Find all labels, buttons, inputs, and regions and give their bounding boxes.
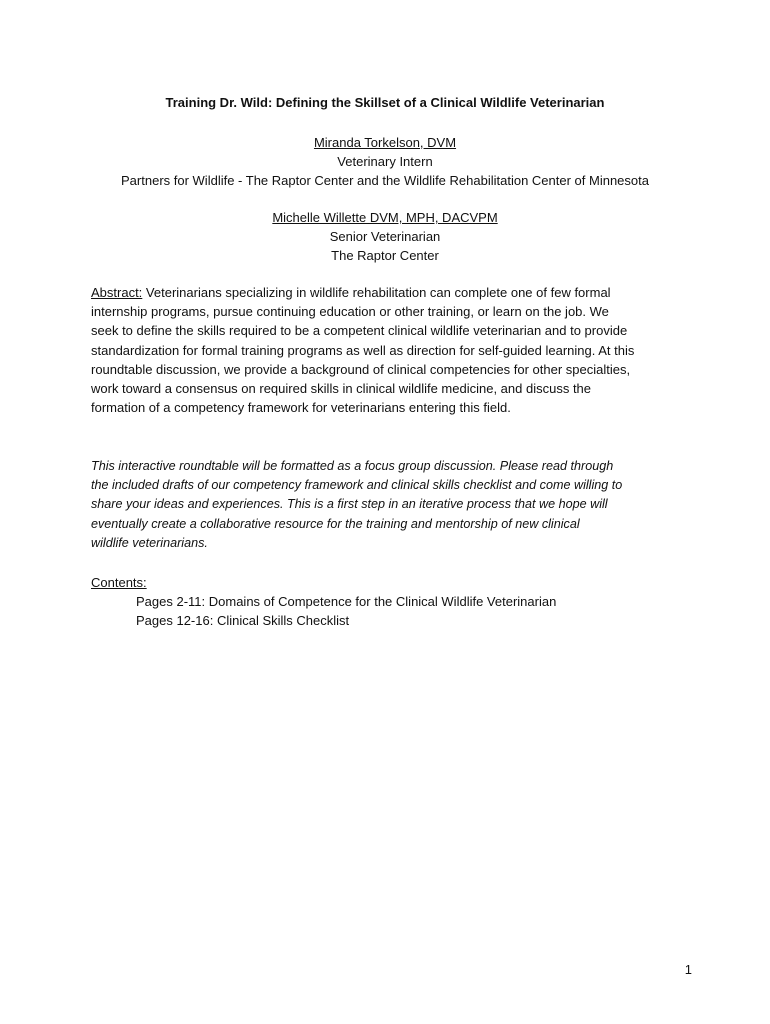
roundtable-intro bbox=[91, 457, 691, 553]
contents-item: Pages 2-11: Domains of Competence for the Clinical Wildlife Veterinarian bbox=[136, 594, 557, 609]
page-number: 1 bbox=[684, 962, 692, 977]
document-title: Training Dr. Wild: Defining the Skillset of a Clinical Wildlife Veterinarian bbox=[165, 95, 605, 110]
abstract-line bbox=[91, 283, 691, 302]
author-block-1 bbox=[0, 133, 770, 190]
abstract-section bbox=[91, 283, 691, 417]
intro-line: the included drafts of our competency framework and clinical skills checklist and come willing to bbox=[91, 478, 623, 493]
author-role: Senior Veterinarian bbox=[329, 229, 441, 244]
intro-line: eventually create a collaborative resource for the training and mentorship of new clinical bbox=[91, 516, 580, 531]
author-block-2 bbox=[0, 208, 770, 265]
intro-line: wildlife veterinarians. bbox=[91, 535, 208, 550]
intro-line: share your ideas and experiences. This is a first step in an iterative process that we hope will bbox=[91, 497, 608, 512]
author-affiliation: The Raptor Center bbox=[331, 248, 439, 263]
abstract-label: Abstract: bbox=[91, 285, 143, 300]
author-name: Miranda Torkelson, DVM bbox=[313, 135, 457, 150]
author-affiliation: Partners for Wildlife - The Raptor Center and the Wildlife Rehabilitation Center of Minnesota bbox=[121, 173, 649, 188]
contents-label: Contents: bbox=[91, 575, 147, 590]
abstract-line: work toward a consensus on required skills in clinical wildlife medicine, and discuss the bbox=[91, 381, 592, 397]
contents-item: Pages 12-16: Clinical Skills Checklist bbox=[136, 613, 350, 628]
abstract-line: formation of a competency framework for veterinarians entering this field. bbox=[91, 400, 511, 416]
abstract-line: roundtable discussion, we provide a background of clinical competencies for other specialties, bbox=[91, 361, 631, 377]
abstract-line: seek to define the skills required to be a competent clinical wildlife veterinarian and to provide bbox=[91, 323, 628, 339]
contents-section bbox=[91, 573, 691, 630]
intro-line: This interactive roundtable will be formatted as a focus group discussion. Please read through bbox=[91, 459, 614, 473]
author-name: Michelle Willette DVM, MPH, DACVPM bbox=[272, 210, 498, 225]
abstract-text: Veterinarians specializing in wildlife rehabilitation can complete one of few formal bbox=[145, 285, 611, 300]
abstract-line: standardization for formal training programs as well as direction for self-guided learning. At this bbox=[91, 342, 635, 358]
abstract-line: internship programs, pursue continuing education or other training, or learn on the job. We bbox=[91, 304, 609, 320]
author-role: Veterinary Intern bbox=[337, 154, 433, 169]
